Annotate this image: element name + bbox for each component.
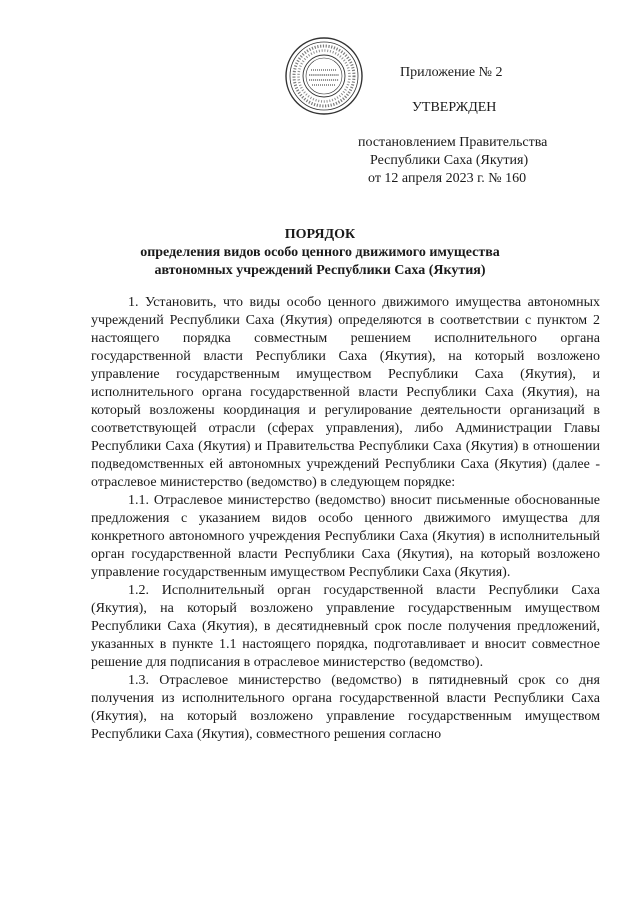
approved-label: УТВЕРЖДЕН [412, 100, 497, 115]
decree-line-3: от 12 апреля 2023 г. № 160 [368, 171, 527, 186]
paragraph-1-3: 1.3. Отраслевое министерство (ведомство) в пятидневный срок со дня получения из исполнительного органа государственной власти Республики Саха (Якутия), на который возложено управление государственным имуществом Республики Саха (Якутия), совместного решения согласно [91, 673, 600, 742]
official-seal-stamp [284, 36, 364, 116]
appendix-label: Приложение № 2 [400, 65, 503, 80]
paragraph-1: 1. Установить, что виды особо ценного движимого имущества автономных учреждений Республики Саха (Якутия) определяются в соответствии с пунктом 2 настоящего порядка совместным решением исполнительного органа государственной власти Республики Саха (Якутия), на который возложено управление государственным имуществом Республики Саха (Якутия), и исполнительного органа государственной власти Республики Саха (Якутия), на который возложены координация и регулирование деятельности организаций в соответствующей отрасли (сферах управления), либо Администрации Главы Республики Саха (Якутия) и Правительства Республики Саха (Якутия) в отношении подведомственных ей автономных учреждений Республики Саха (Якутия) (далее - отраслевое министерство (ведомство) в следующем порядке: [91, 295, 600, 490]
document-subtitle-line-2: автономных учреждений Республики Саха (Якутия) [154, 263, 486, 278]
document-subtitle-line-1: определения видов особо ценного движимого имущества [140, 245, 500, 260]
decree-line-1: постановлением Правительства [358, 135, 548, 150]
document-body [91, 294, 600, 744]
paragraph-1-2: 1.2. Исполнительный орган государственной власти Республики Саха (Якутия), на который возложено управление государственным имуществом Республики Саха (Якутия), в десятидневный срок после получения предложений, указанных в пункте 1.1 настоящего порядка, подготавливает и вносит совместное решение для подписания в отраслевое министерство (ведомство). [91, 583, 600, 670]
paragraph-1-1: 1.1. Отраслевое министерство (ведомство) вносит письменные обоснованные предложения с указанием видов особо ценного движимого имущества для конкретного автономного учреждения Республики Саха (Якутия) в исполнительный орган государственной власти Республики Саха (Якутия), на который возложено управление государственным имуществом Республики Саха (Якутия). [91, 493, 600, 580]
document-title: ПОРЯДОК [284, 227, 356, 242]
decree-line-2: Республики Саха (Якутия) [370, 153, 529, 168]
